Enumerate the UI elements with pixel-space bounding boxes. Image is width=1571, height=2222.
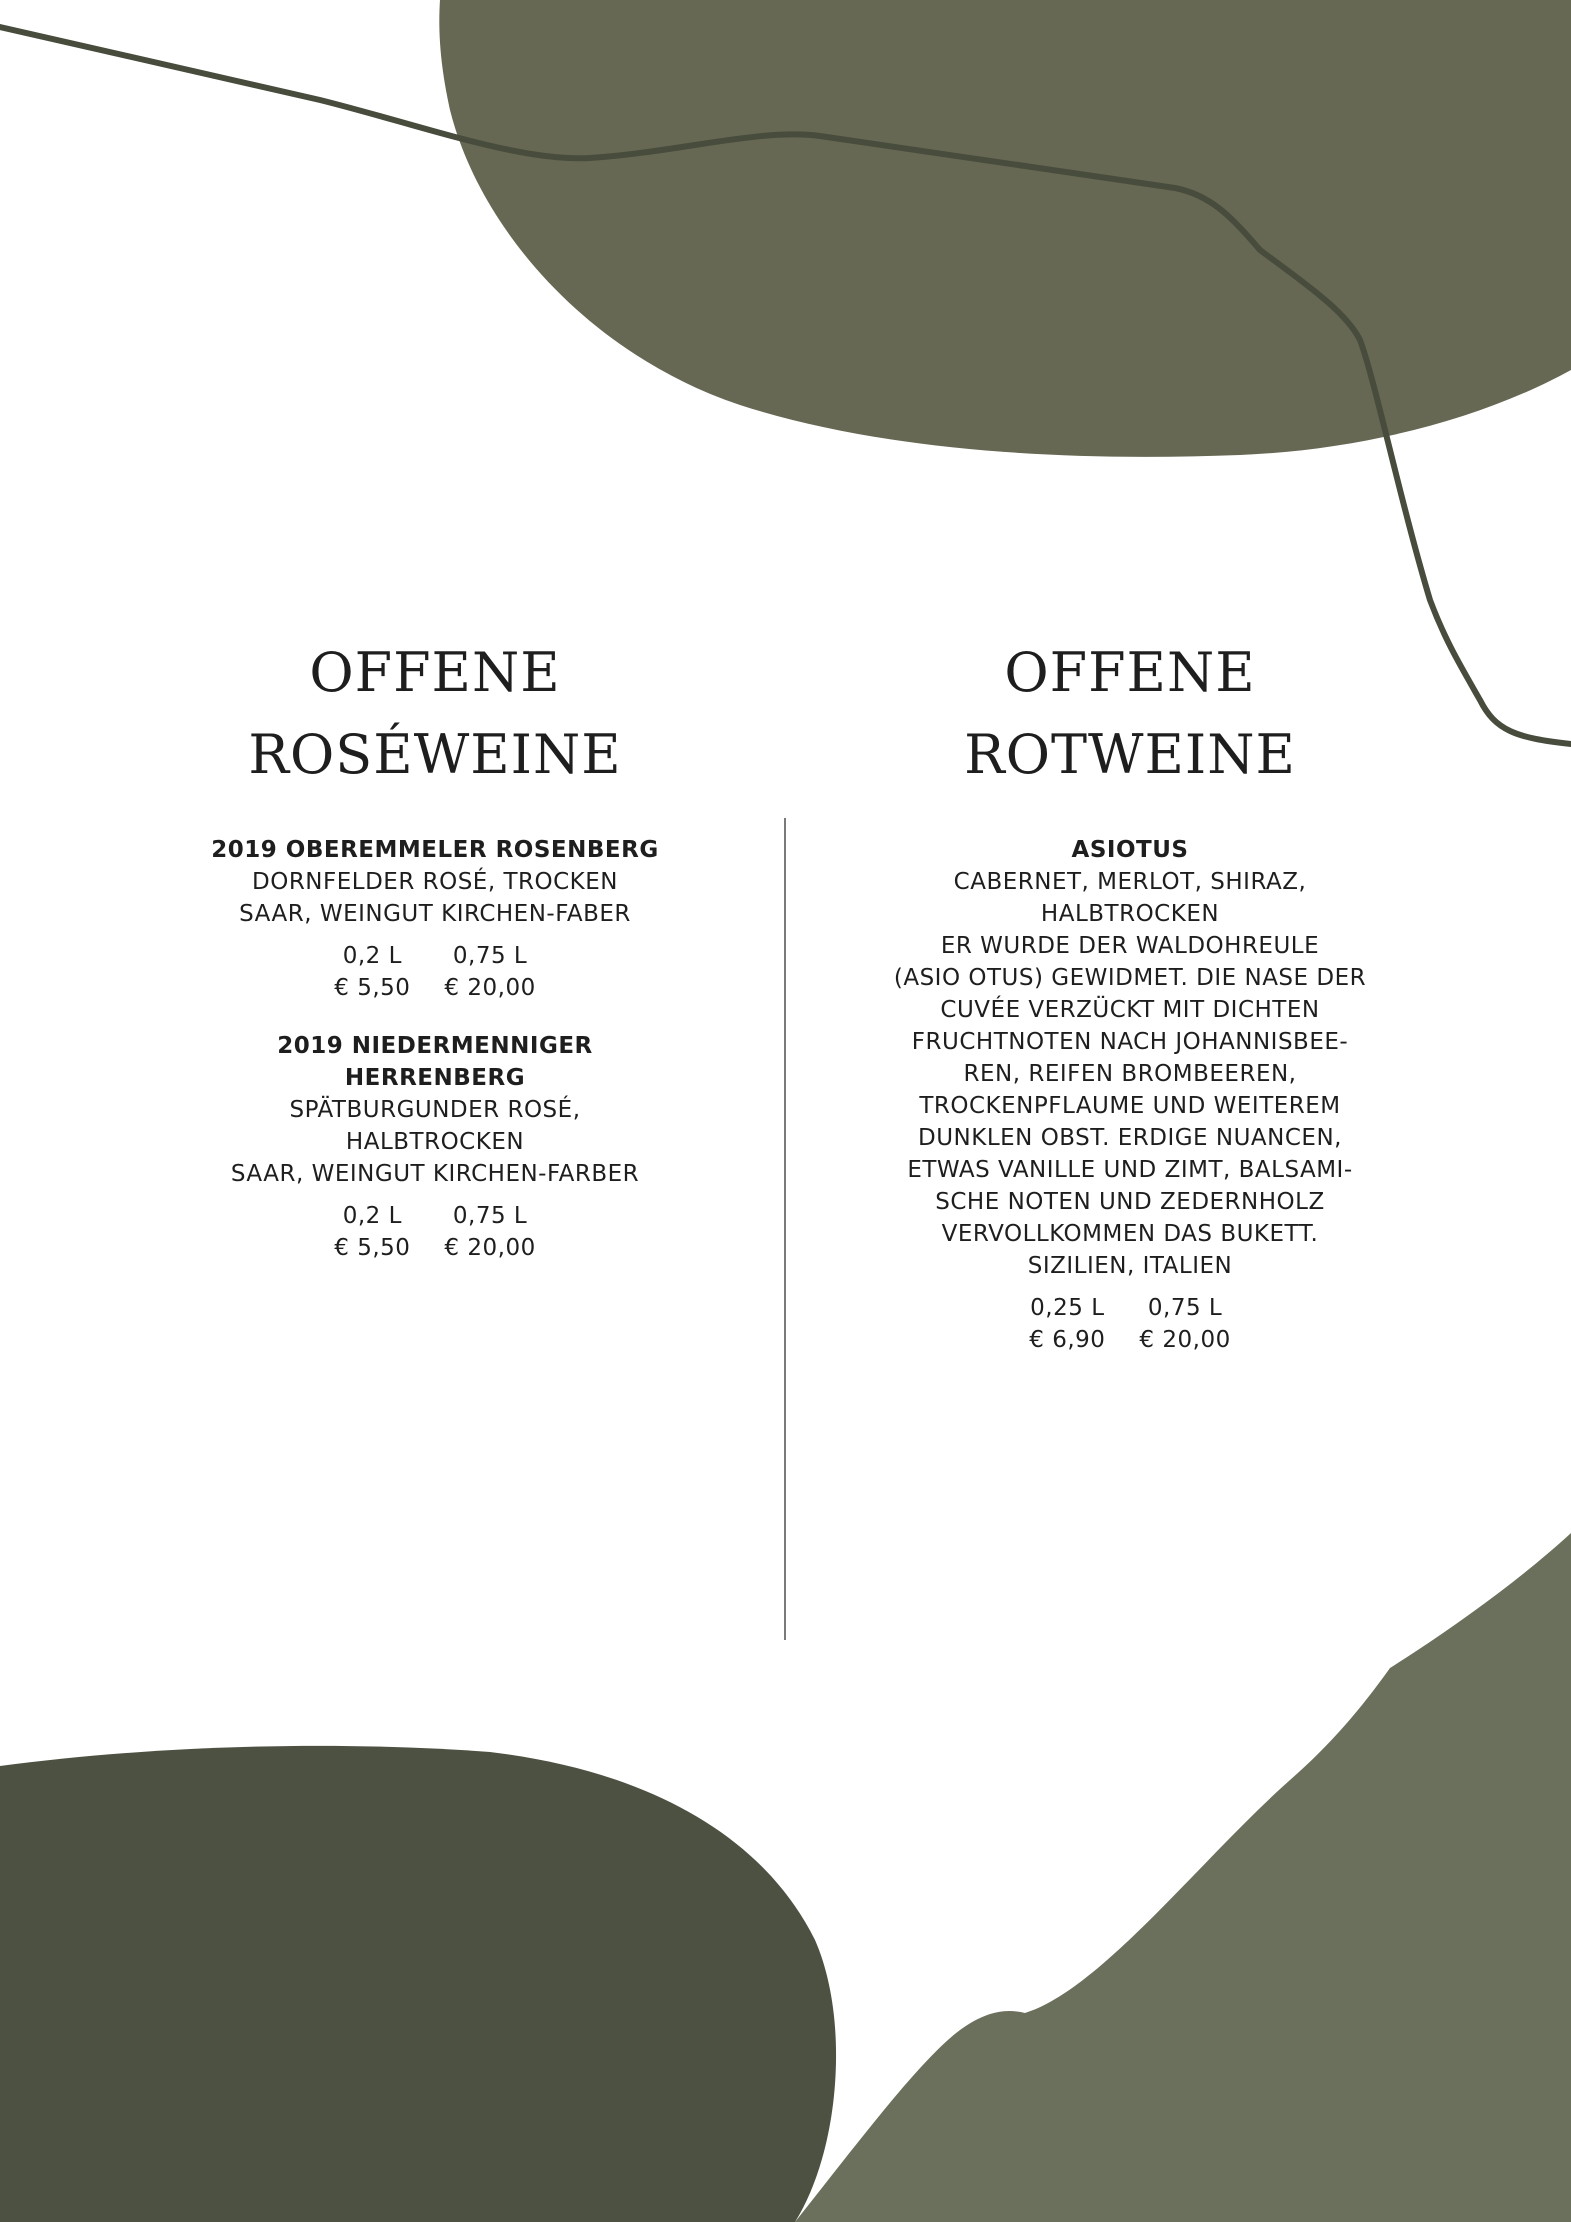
red-heading-line-2: ROTWEINE bbox=[964, 723, 1296, 786]
wine-description: CUVÉE VERZÜCKT MIT DICHTEN bbox=[940, 997, 1320, 1023]
wine-description: TROCKENPFLAUME UND WEITEREM bbox=[919, 1093, 1341, 1119]
top-olive-blob bbox=[439, 0, 1571, 457]
wine-description: (ASIO OTUS) GEWIDMET. DIE NASE DER bbox=[893, 965, 1367, 991]
rose-heading bbox=[155, 632, 715, 796]
red-wines-column bbox=[830, 632, 1430, 1370]
size-label: 0,2 L bbox=[342, 1203, 402, 1229]
wine-detail: DORNFELDER ROSÉ, TROCKEN bbox=[252, 869, 618, 895]
size-label: 0,2 L bbox=[342, 943, 402, 969]
red-heading-line-1: OFFENE bbox=[1004, 641, 1256, 704]
price-value: € 5,50 bbox=[334, 1235, 411, 1261]
wine-name-continued: HERRENBERG bbox=[344, 1065, 526, 1091]
wine-name: 2019 OBEREMMELER ROSENBERG bbox=[211, 837, 659, 863]
bottom-right-olive-shape bbox=[795, 1533, 1571, 2222]
wine-detail: SAAR, WEINGUT KIRCHEN-FABER bbox=[239, 901, 631, 927]
size-label: 0,25 L bbox=[1030, 1295, 1105, 1321]
wine-entry bbox=[830, 834, 1430, 1356]
price-table bbox=[830, 1292, 1430, 1356]
size-label: 0,75 L bbox=[452, 1203, 528, 1229]
wine-name: 2019 NIEDERMENNIGER bbox=[277, 1033, 593, 1059]
wine-description: ETWAS VANILLE UND ZIMT, BALSAMI- bbox=[907, 1157, 1353, 1183]
wine-description: SCHE NOTEN UND ZEDERNHOLZ bbox=[935, 1189, 1325, 1215]
wine-description: FRUCHTNOTEN NACH JOHANNISBEE- bbox=[911, 1029, 1349, 1055]
wine-description: ER WURDE DER WALDOHREULE bbox=[940, 933, 1320, 959]
wine-origin: SIZILIEN, ITALIEN bbox=[1027, 1253, 1233, 1279]
wine-description: REN, REIFEN BROMBEEREN, bbox=[963, 1061, 1297, 1087]
price-table bbox=[155, 1200, 715, 1264]
wine-detail: HALBTROCKEN bbox=[1040, 901, 1220, 927]
wine-detail: CABERNET, MERLOT, SHIRAZ, bbox=[953, 869, 1307, 895]
wine-entry bbox=[155, 834, 715, 1004]
wine-detail: SPÄTBURGUNDER ROSÉ, bbox=[289, 1097, 581, 1123]
wine-description: VERVOLLKOMMEN DAS BUKETT. bbox=[941, 1221, 1319, 1247]
wine-detail: SAAR, WEINGUT KIRCHEN-FARBER bbox=[230, 1161, 640, 1187]
red-heading bbox=[830, 632, 1430, 796]
rose-heading-line-2: ROSÉWEINE bbox=[248, 723, 622, 786]
price-value: € 6,90 bbox=[1029, 1327, 1106, 1353]
wine-entry bbox=[155, 1030, 715, 1264]
rose-wines-column bbox=[155, 632, 715, 1278]
size-label: 0,75 L bbox=[1147, 1295, 1223, 1321]
size-label: 0,75 L bbox=[452, 943, 528, 969]
wine-detail: HALBTROCKEN bbox=[345, 1129, 525, 1155]
column-divider bbox=[784, 818, 786, 1640]
rose-heading-line-1: OFFENE bbox=[309, 641, 561, 704]
bottom-left-dark-blob bbox=[0, 1746, 836, 2222]
price-value: € 20,00 bbox=[1139, 1327, 1231, 1353]
price-value: € 20,00 bbox=[444, 975, 536, 1001]
price-table bbox=[155, 940, 715, 1004]
wine-description: DUNKLEN OBST. ERDIGE NUANCEN, bbox=[918, 1125, 1342, 1151]
price-value: € 20,00 bbox=[444, 1235, 536, 1261]
wine-name: ASIOTUS bbox=[1071, 837, 1189, 863]
price-value: € 5,50 bbox=[334, 975, 411, 1001]
